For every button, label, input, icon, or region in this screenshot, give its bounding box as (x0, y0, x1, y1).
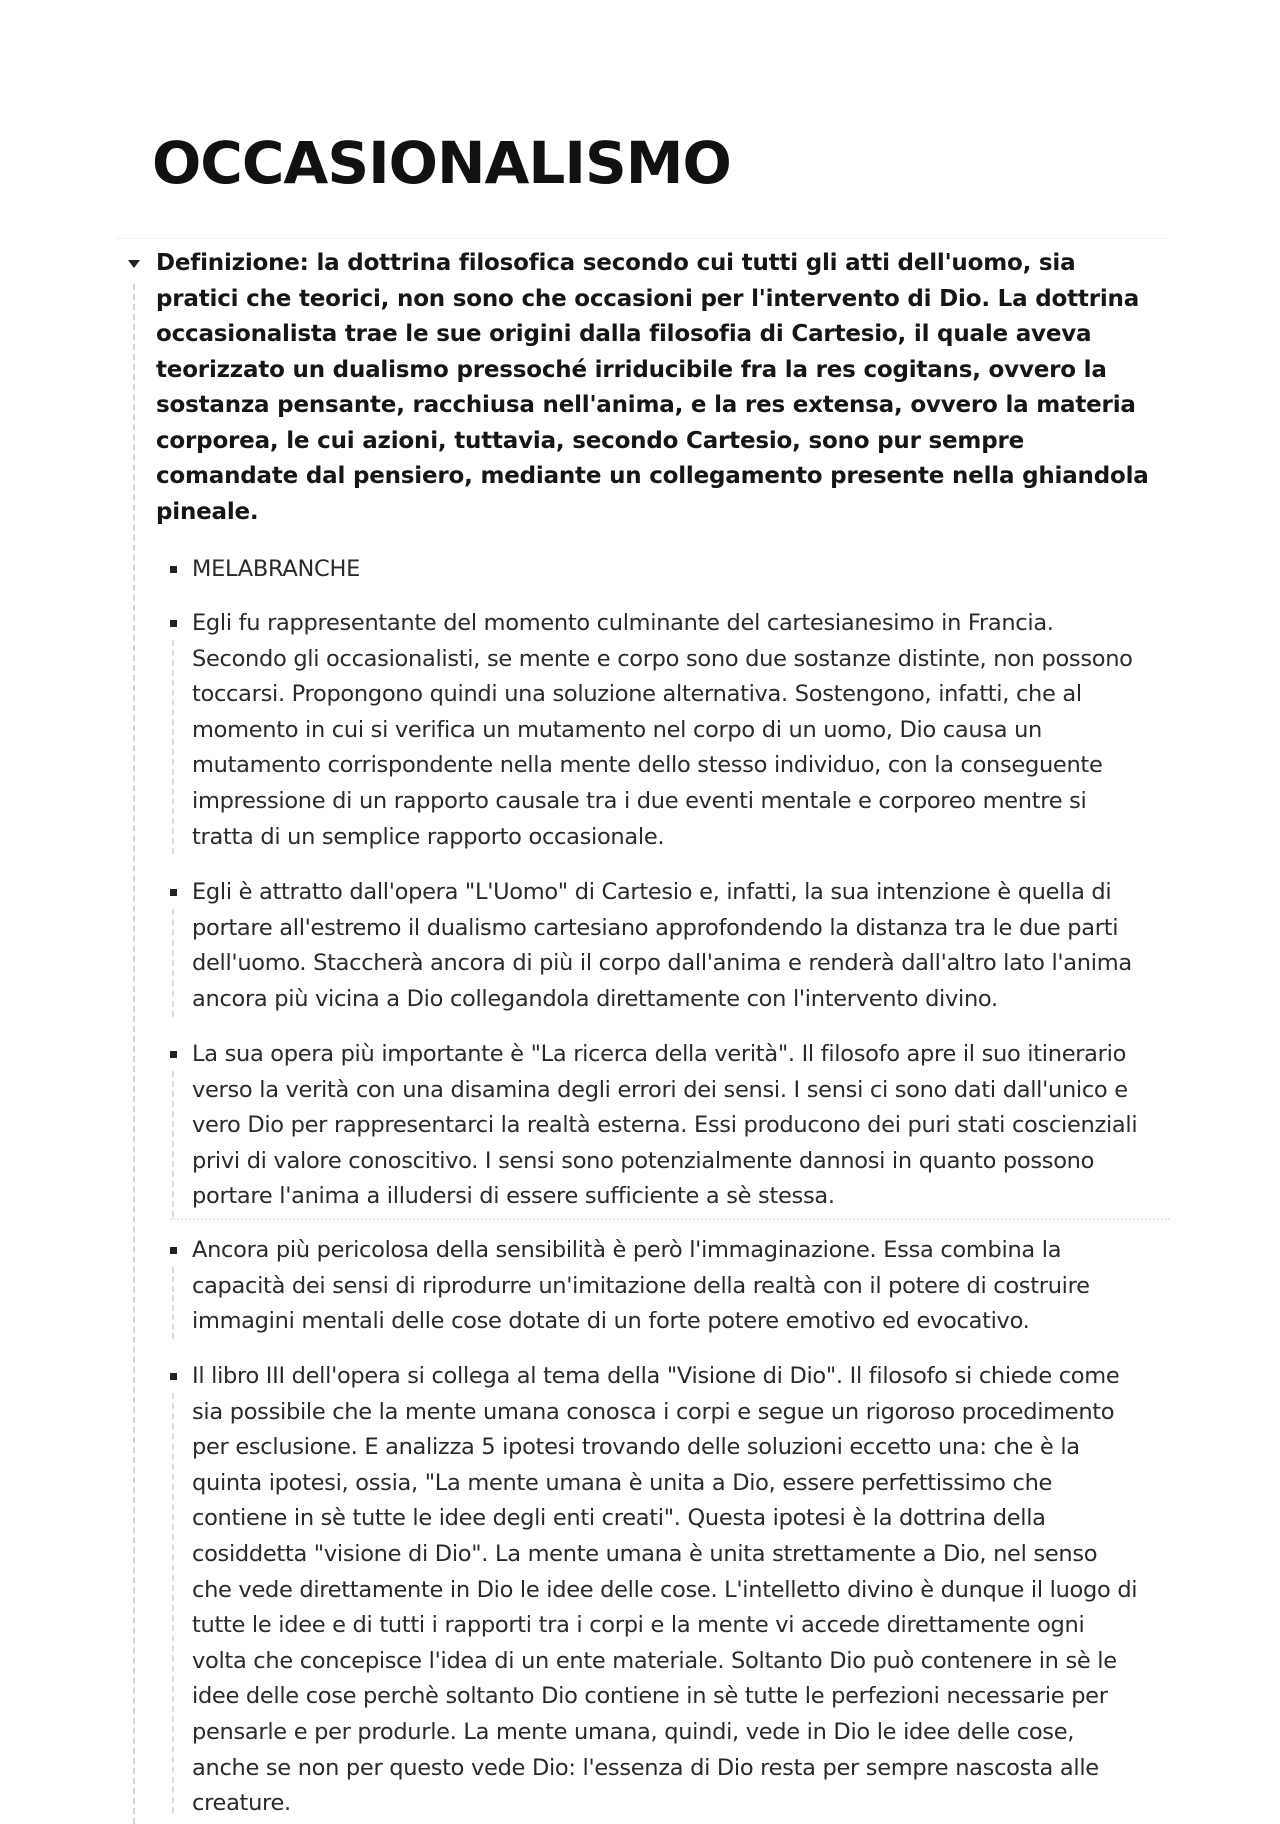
list-item-text: Il libro III dell'opera si collega al tema della "Visione di Dio". Il filosofo si chiede come sia possibile che la mente umana conosca i corpi e segue un rigoroso procedimento per esclusione. E analizza 5 ipotesi trovando delle soluzioni eccetto una: che è la quinta ipotesi, ossia, "La mente umana è unita a Dio, essere perfettissimo che contiene in sè tutte le idee degli enti creati". Questa ipotesi è la dottrina della cosiddetta "visione di Dio". La mente umana è unita strettamente a Dio, nel senso che vede direttamente in Dio le idee delle cose. L'intelletto divino è dunque il luogo di tutte le idee e di tutti i rapporti tra i corpi e la mente vi accede direttamente ogni volta che concepisce l'idea di un ente materiale. Soltanto Dio può contenere in sè le idee delle cose perchè soltanto Dio contiene in sè tutte le perfezioni necessarie per pensarle e per produrle. La mente umana, quindi, vede in Dio le idee delle cose, anche se non per questo vede Dio: l'essenza di Dio resta per sempre nascosta alle creature. (192, 1363, 1138, 1817)
list-item-text: Egli fu rappresentante del momento culminante del cartesianesimo in Francia. Secondo gli occasionalisti, se mente e corpo sono due sostanze distinte, non possono toccarsi. Propongono quindi una soluzione alternativa. Sostengono, infatti, che al momento in cui si verifica un mutamento nel corpo di un uomo, Dio causa un mutamento corrispondente nella mente dello stesso individuo, con la conseguente impressione di un rapporto causale tra i due eventi mentale e corporeo mentre si tratta di un semplice rapporto occasionale. (192, 610, 1133, 850)
item-guide-line (172, 640, 174, 854)
bullet-icon (170, 889, 177, 896)
dotted-separator (170, 1218, 1170, 1220)
item-guide-line (172, 1393, 174, 1813)
list-item-text: La sua opera più importante è "La ricerca della verità". Il filosofo apre il suo itinerario verso la verità con una disamina degli errori dei sensi. I sensi ci sono dati dall'unico e vero Dio per rappresentarci la realtà esterna. Essi producono dei puri stati coscienziali privi di valore conoscitivo. I sensi sono potenzialmente dannosi in quanto possono portare l'anima a illudersi di essere sufficiente a sè stessa. (192, 1041, 1138, 1210)
bullet-icon (170, 566, 177, 573)
page-title: OCCASIONALISMO (152, 129, 731, 197)
item-guide-line (172, 1267, 174, 1339)
bullet-icon (170, 620, 177, 627)
divider (116, 238, 1168, 239)
bullet-icon (170, 1373, 177, 1380)
toggle-guide-line (133, 284, 135, 1824)
list-item-text: Ancora più pericolosa della sensibilità è però l'immaginazione. Essa combina la capacità dei sensi di riprodurre un'imitazione della realtà con il potere di costruire immagini mentali delle cose dotate di un forte potere emotivo ed evocativo. (192, 1237, 1090, 1335)
list-item-text: MELABRANCHE (192, 556, 360, 582)
item-guide-line (172, 909, 174, 1017)
item-guide-line (172, 1071, 174, 1217)
bullet-icon (170, 1051, 177, 1058)
bullet-icon (170, 1247, 177, 1254)
toggle-triangle-icon[interactable] (128, 260, 140, 268)
list-item-text: Egli è attratto dall'opera "L'Uomo" di Cartesio e, infatti, la sua intenzione è quella di portare all'estremo il dualismo cartesiano approfondendo la distanza tra le due parti dell'uomo. Staccherà ancora di più il corpo dall'anima e renderà dall'altro lato l'anima ancora più vicina a Dio collegandola direttamente con l'intervento divino. (192, 879, 1132, 1012)
definition-heading: Definizione: la dottrina filosofica secondo cui tutti gli atti dell'uomo, sia pratici che teorici, non sono che occasioni per l'intervento di Dio. La dottrina occasionalista trae le sue origini dalla filosofia di Cartesio, il quale aveva teorizzato un dualismo pressoché irriducibile fra la res cogitans, ovvero la sostanza pensante, racchiusa nell'anima, e la res extensa, ovvero la materia corporea, le cui azioni, tuttavia, secondo Cartesio, sono pur sempre comandate dal pensiero, mediante un collegamento presente nella ghiandola pineale. (156, 250, 1149, 525)
